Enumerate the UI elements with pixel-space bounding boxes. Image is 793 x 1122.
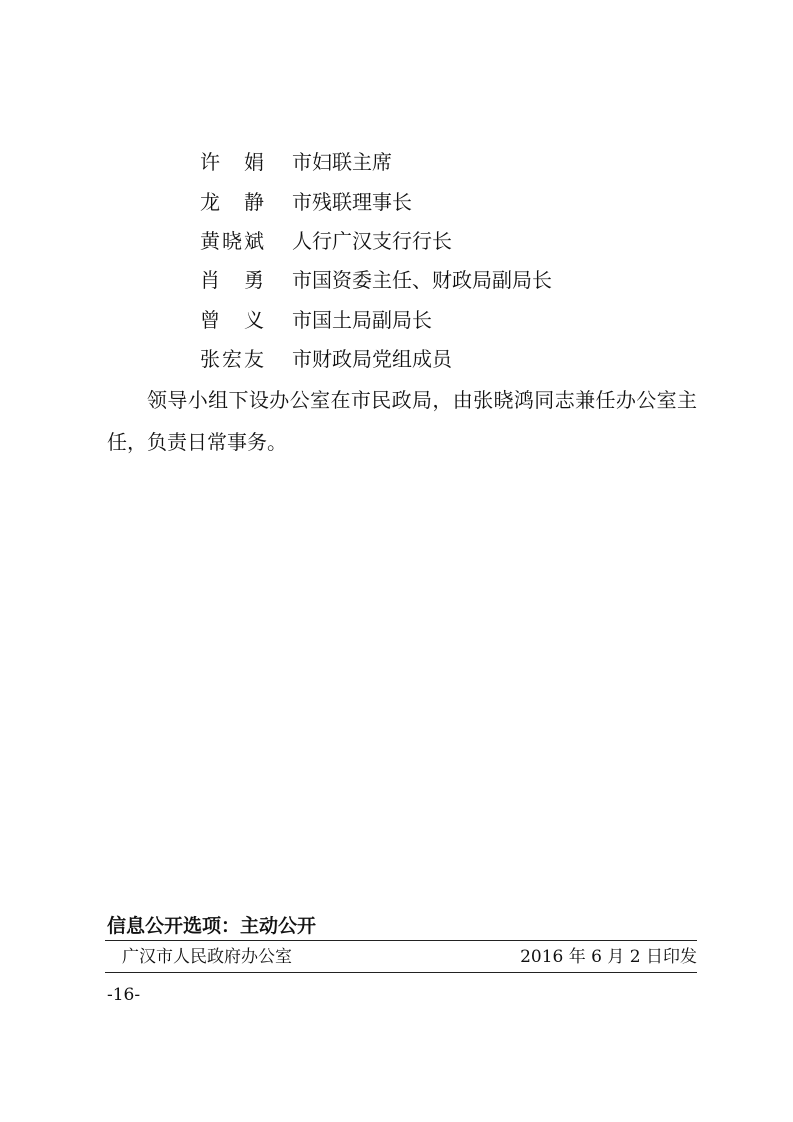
member-title: 人行广汉支行行长 [292, 229, 452, 253]
member-name: 龙静 [200, 190, 264, 214]
member-name: 许娟 [200, 150, 264, 174]
page-number: -16- [107, 985, 141, 1005]
footer-top-rule [105, 940, 697, 941]
office-paragraph: 领导小组下设办公室在市民政局，由张晓鸿同志兼任办公室主任，负责日常事务。 [107, 388, 697, 454]
member-name: 肖勇 [200, 268, 264, 292]
member-name: 曾义 [200, 308, 264, 332]
member-name: 张宏友 [200, 347, 264, 371]
member-name: 黄晓斌 [200, 229, 264, 253]
footer-bottom-rule [105, 972, 697, 973]
print-date: 2016 年 6 月 2 日印发 [520, 947, 697, 967]
disclosure-option: 信息公开选项：主动公开 [107, 915, 317, 937]
member-title: 市国资委主任、财政局副局长 [292, 268, 552, 292]
member-title: 市财政局党组成员 [292, 347, 452, 371]
issuing-office: 广汉市人民政府办公室 [122, 947, 292, 967]
member-title: 市残联理事长 [292, 190, 412, 214]
member-title: 市妇联主席 [292, 150, 392, 174]
member-title: 市国土局副局长 [292, 308, 432, 332]
